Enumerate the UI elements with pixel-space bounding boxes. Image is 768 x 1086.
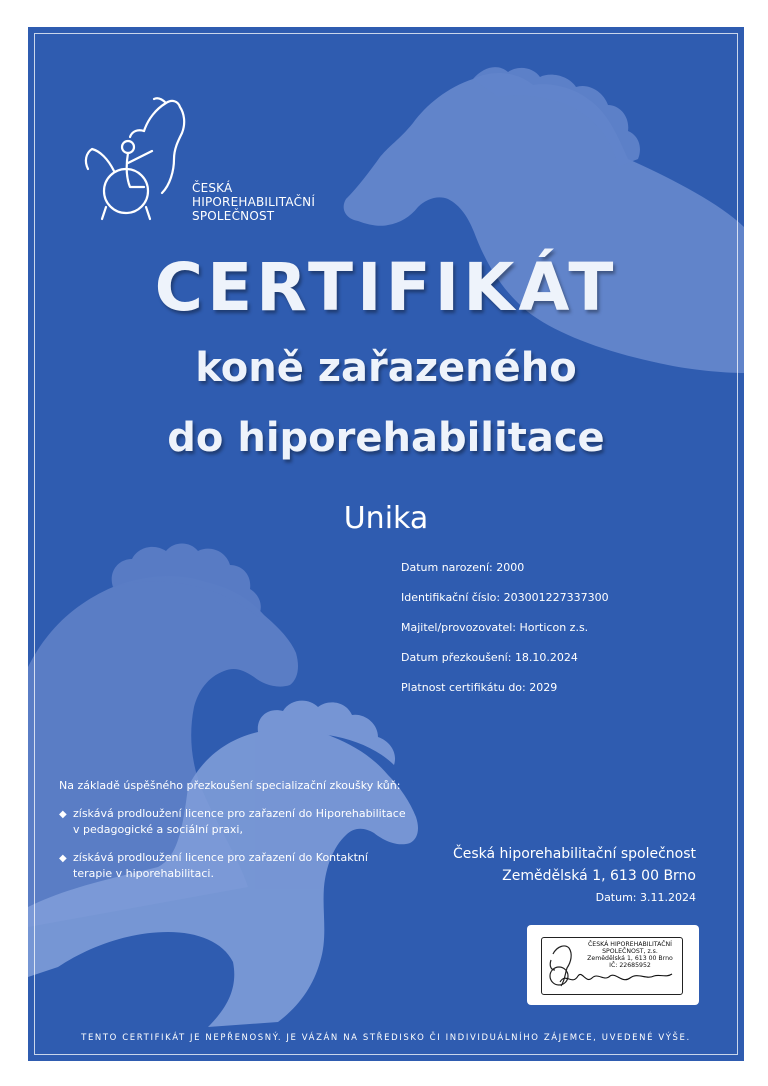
horse-silhouette-top-right — [344, 67, 744, 373]
detail-label: Platnost certifikátu do: — [401, 681, 526, 694]
basis-item — [59, 806, 409, 838]
basis-item-text: získává prodloužení licence pro zařazení do Hiporehabilitace v pedagogické a sociální praxi, — [73, 807, 406, 836]
horse-details — [401, 561, 609, 711]
detail-row-owner — [401, 621, 609, 651]
certificate-page — [28, 27, 744, 1061]
basis-item-text: získává prodloužení licence pro zařazení do Kontaktní terapie v hiporehabilitaci. — [73, 851, 368, 880]
detail-label: Datum přezkoušení: — [401, 651, 512, 664]
issuer-name: Česká hiporehabilitační společnost — [452, 846, 696, 862]
stamp-line-1: ČESKÁ HIPOREHABILITAČNÍ — [587, 941, 673, 948]
stamp-box — [527, 925, 699, 1005]
issuer-address: Zemědělská 1, 613 00 Brno — [502, 868, 696, 884]
detail-row-birth — [401, 561, 609, 591]
logo-line-3: SPOLEČNOST — [192, 209, 275, 223]
detail-value: Horticon z.s. — [519, 621, 589, 634]
detail-label: Majitel/provozovatel: — [401, 621, 517, 634]
logo-text — [192, 181, 315, 223]
certificate-title: CERTIFIKÁT — [154, 249, 618, 326]
detail-value: 18.10.2024 — [514, 651, 578, 664]
logo — [82, 89, 316, 229]
footer-notice: TENTO CERTIFIKÁT JE NEPŘENOSNÝ. JE VÁZÁN NA STŘEDISKO ČI INDIVIDUÁLNÍHO ZÁJEMCE, UVEDENÉ VÝŠE. — [81, 1033, 691, 1043]
signature-icon — [556, 966, 676, 990]
stamp-text — [582, 941, 678, 969]
detail-label: Datum narození: — [401, 561, 493, 574]
detail-row-validity — [401, 681, 609, 711]
official-stamp — [541, 937, 683, 995]
horse-name: Unika — [343, 501, 429, 536]
basis-intro: Na základě úspěšného přezkoušení specializační zkoušky kůň: — [59, 779, 401, 792]
diamond-icon: ◆ — [59, 809, 67, 820]
diamond-icon: ◆ — [59, 853, 67, 864]
stamp-line-4: IČ: 22685952 — [609, 962, 651, 969]
logo-line-2: HIPOREHABILITAČNÍ — [192, 195, 316, 209]
detail-value: 2029 — [529, 681, 558, 694]
issue-date: Datum: 3.11.2024 — [595, 891, 696, 904]
logo-line-1: ČESKÁ — [192, 181, 233, 195]
issuer-block — [453, 843, 696, 909]
certificate-subtitle-1: koně zařazeného — [195, 345, 577, 391]
detail-value: 203001227337300 — [503, 591, 609, 604]
certificate-subtitle-2: do hiporehabilitace — [167, 415, 605, 461]
detail-row-exam-date — [401, 651, 609, 681]
detail-label: Identifikační číslo: — [401, 591, 501, 604]
detail-row-id — [401, 591, 609, 621]
stamp-line-3: Zemědělská 1, 613 00 Brno — [587, 955, 673, 962]
stamp-line-2: SPOLEČNOST, z.s. — [602, 948, 658, 955]
logo-horse-wheelchair-icon — [82, 89, 202, 229]
certification-basis — [59, 778, 409, 882]
basis-item — [59, 850, 409, 882]
detail-value: 2000 — [496, 561, 525, 574]
